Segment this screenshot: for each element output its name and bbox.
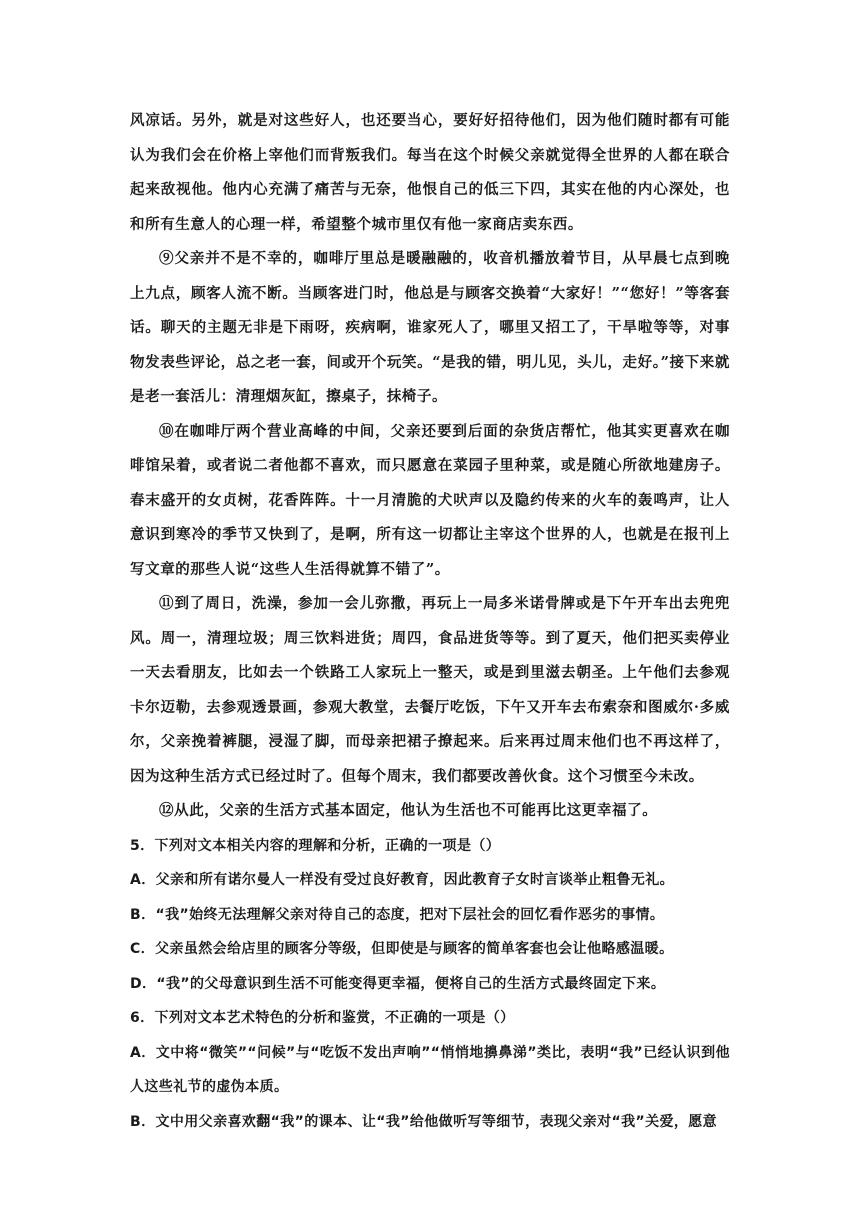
paragraph-12: ⑫从此，父亲的生活方式基本固定，他认为生活也不可能再比这更幸福了。 <box>159 802 658 819</box>
question-6-stem: 6．下列对文本艺术特色的分析和鉴赏，不正确的一项是（） <box>130 1010 515 1026</box>
paragraph-11: ⑪到了周日，洗澡，参加一会儿弥撒，再玩上一局多米诺骨牌或是下午开车出去兜兜风。周一，清理垃圾；周三饮料进货；周四，食品进货等等。到了夏天，他们把买卖停业一天去看朋友，比如去一个铁路工人家玩上一整天，或是到里滋去朝圣。上午他们去参观卡尔迈勒，去参观透景画，参观大教堂，去餐厅吃饭，下午又开车去布索奈和图威尔·多威尔，父亲挽着裤腿，浸湿了脚，而母亲把裙子撩起来。后来再过周末他们也不再这样了，因为这种生活方式已经过时了。但每个周末，我们都要改善伙食。这个习惯至今未改。 <box>130 595 730 785</box>
question-5-option-d: D．“我”的父母意识到生活不可能变得更幸福，便将自己的生活方式最终固定下来。 <box>130 975 666 992</box>
question-5-option-a: A．父亲和所有诺尔曼人一样没有受过良好教育，因此教育子女时言谈举止粗鲁无礼。 <box>130 872 675 888</box>
document-body <box>130 104 730 1139</box>
paragraph-8-continued: 风凉话。另外，就是对这些好人，也还要当心，要好好招待他们，因为他们随时都有可能认为我们会在价格上宰他们而背叛我们。每当在这个时候父亲就觉得全世界的人都在联合起来敌视他。他内心充满了痛苦与无奈，他恨自己的低三下四，其实在他的内心深处，也和所有生意人的心理一样，希望整个城市里仅有他一家商店卖东西。 <box>130 112 730 233</box>
question-5-option-c: C．父亲虽然会给店里的顾客分等级，但即使是与顾客的简单客套也会让他略感温暖。 <box>130 941 674 957</box>
question-5-option-b: B．“我”始终无法理解父亲对待自己的态度，把对下层社会的回忆看作恶劣的事情。 <box>130 906 665 923</box>
question-6-option-a: A．文中将“微笑”“问候”与“吃饭不发出声响”“悄悄地擤鼻涕”类比，表明“我”已经认识到他人这些礼节的虚伪本质。 <box>130 1044 730 1095</box>
paragraph-10: ⑩在咖啡厅两个营业高峰的中间，父亲还要到后面的杂货店帮忙，他其实更喜欢在咖啡馆呆着，或者说二者他都不喜欢，而只愿意在菜园子里种菜，或是随心所欲地建房子。春末盛开的女贞树，花香阵阵。十一月清脆的犬吠声以及隐约传来的火车的轰鸣声，让人意识到寒冷的季节又快到了，是啊，所有这一切都让主宰这个世界的人，也就是在报刊上写文章的那些人说“这些人生活得就算不错了”。 <box>130 422 730 578</box>
paragraph-9: ⑨父亲并不是不幸的，咖啡厅里总是暖融融的，收音机播放着节目，从早晨七点到晚上九点，顾客人流不断。当顾客进门时，他总是与顾客交换着“大家好！”“您好！”等客套话。聊天的主题无非是下雨呀，疾病啊，谁家死人了，哪里又招工了，干旱啦等等，对事物发表些评论，总之老一套，间或开个玩笑。“是我的错，明儿见，头儿，走好。”接下来就是老一套活儿：清理烟灰缸，擦桌子，抹椅子。 <box>130 250 730 405</box>
question-6-option-b: B．文中用父亲喜欢翻“我”的课本、让“我”给他做听写等细节，表现父亲对“我”关爱，愿意 <box>130 1113 718 1130</box>
question-5-stem: 5．下列对文本相关内容的理解和分析，正确的一项是（） <box>130 837 501 854</box>
